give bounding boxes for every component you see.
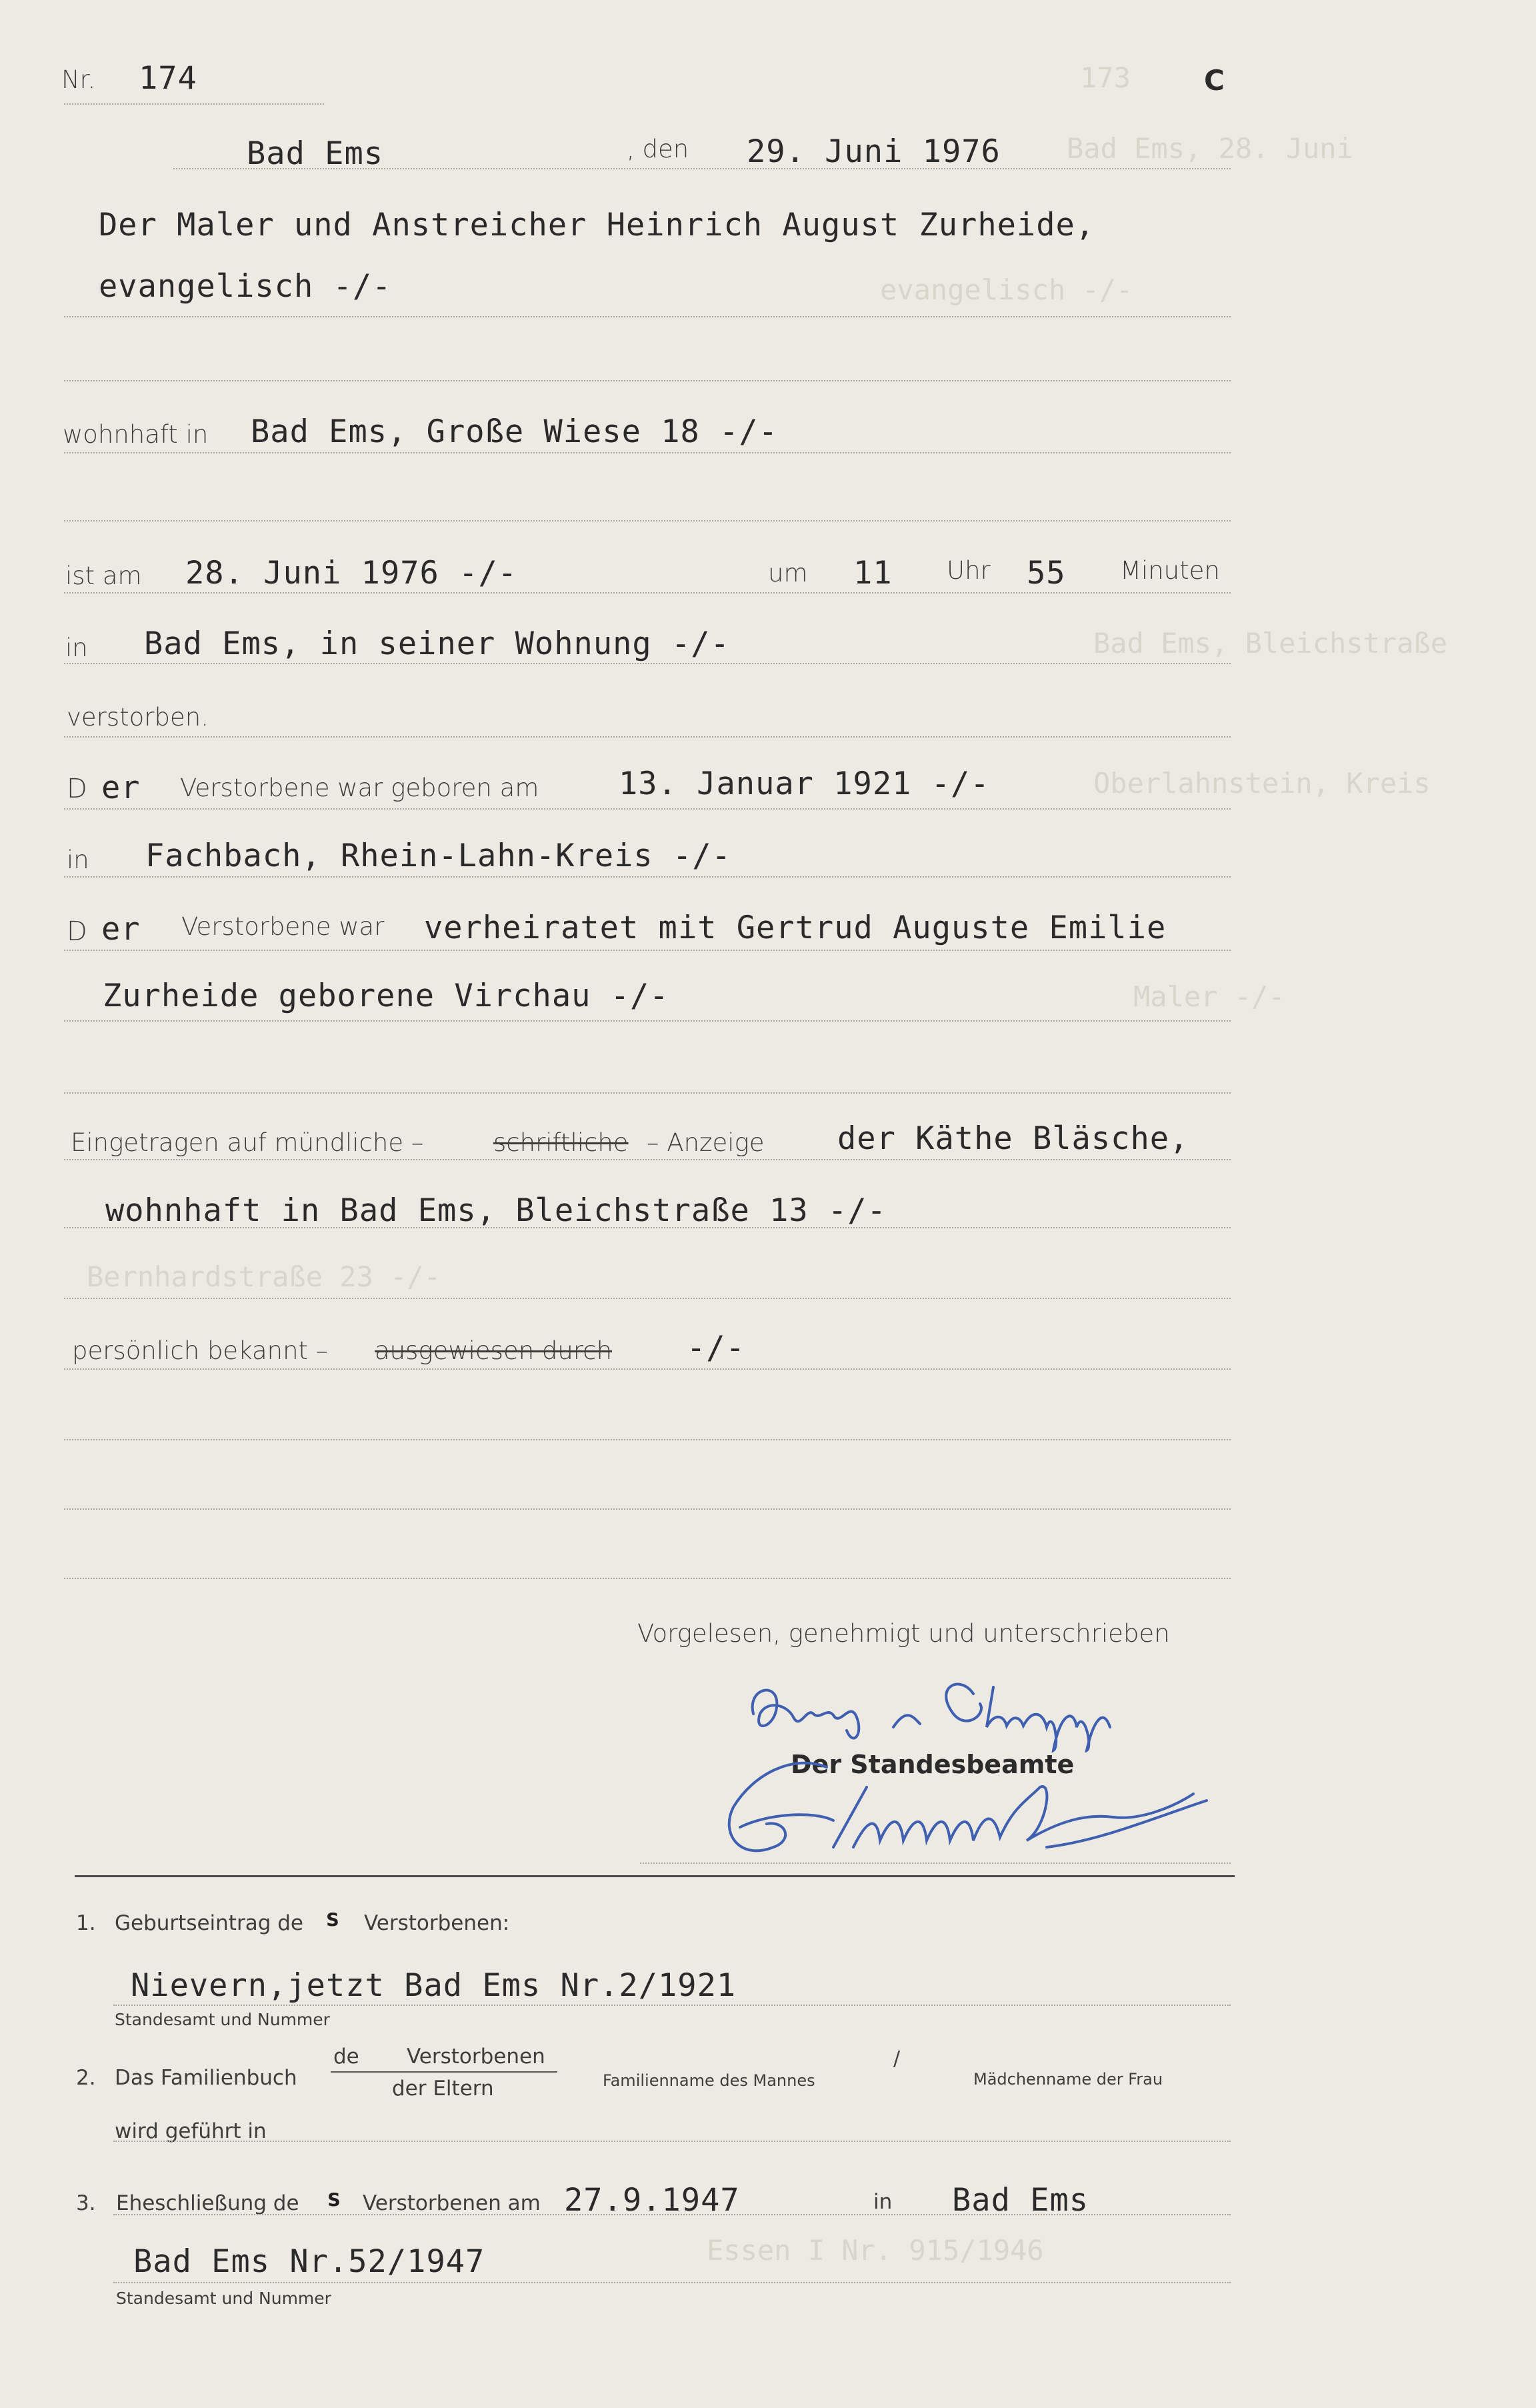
uhr-label: Uhr bbox=[947, 556, 991, 585]
death-hour: 11 bbox=[853, 555, 893, 591]
report-label-end: – Anzeige bbox=[647, 1128, 765, 1157]
dotted-rule bbox=[64, 1439, 1231, 1440]
dotted-rule bbox=[64, 663, 1231, 664]
report-label-start: Eingetragen auf mündliche – bbox=[71, 1128, 424, 1157]
death-minutes: 55 bbox=[1027, 555, 1066, 591]
section-divider bbox=[75, 1875, 1235, 1877]
ist-am-label: ist am bbox=[65, 561, 142, 590]
dotted-rule bbox=[113, 2005, 1231, 2006]
item-3-label-b: Verstorbenen am bbox=[363, 2191, 541, 2215]
item-2-slash: / bbox=[893, 2047, 901, 2071]
informant-signature bbox=[740, 1667, 1180, 1754]
marital-line-1: verheiratet mit Gertrud Auguste Emilie bbox=[424, 910, 1167, 946]
nr-label: Nr. bbox=[61, 65, 96, 94]
marriage-register-entry: Bad Ems Nr.52/1947 bbox=[133, 2243, 485, 2280]
dotted-rule bbox=[64, 1508, 1231, 1510]
registrar-signature bbox=[713, 1747, 1213, 1867]
dotted-rule bbox=[64, 876, 1231, 878]
item-2-label: Das Familienbuch bbox=[115, 2066, 297, 2090]
dotted-rule bbox=[113, 2214, 1231, 2215]
dotted-rule bbox=[173, 168, 1231, 169]
item-3-s: s bbox=[327, 2185, 342, 2212]
dotted-rule bbox=[113, 2282, 1231, 2283]
birth-d-prefix: D bbox=[67, 774, 87, 804]
dotted-rule bbox=[64, 1368, 1231, 1370]
fraction-rule bbox=[331, 2071, 557, 2073]
dotted-rule bbox=[64, 380, 1231, 381]
dotted-rule bbox=[64, 103, 324, 105]
item-2-number: 2. bbox=[76, 2066, 96, 2090]
birth-place: Fachbach, Rhein-Lahn-Kreis -/- bbox=[145, 838, 731, 874]
item-1-label-b: Verstorbenen: bbox=[364, 1911, 510, 1935]
corner-letter: C bbox=[1204, 64, 1225, 97]
item-3-in: in bbox=[873, 2190, 893, 2214]
item-3-label-a: Eheschließung de bbox=[116, 2191, 299, 2215]
item-2-parents-option: der Eltern bbox=[392, 2077, 494, 2101]
death-date: 28. Juni 1976 -/- bbox=[185, 555, 518, 591]
known-label: persönlich bekannt – bbox=[72, 1336, 329, 1365]
wife-maiden-caption: Mädchenname der Frau bbox=[973, 2070, 1163, 2089]
birth-in-label: in bbox=[67, 846, 89, 874]
item-3-number: 3. bbox=[76, 2191, 96, 2215]
place-of-record: Bad Ems bbox=[247, 135, 384, 172]
marriage-place: Bad Ems bbox=[952, 2182, 1089, 2219]
bleed-through-text: Oberlahnstein, Kreis bbox=[1093, 767, 1431, 800]
dotted-rule bbox=[640, 1863, 1231, 1864]
bleed-through-text: Essen I Nr. 915/1946 bbox=[707, 2234, 1044, 2267]
marital-line-2: Zurheide geborene Virchau -/- bbox=[103, 978, 669, 1014]
bleed-through-text: Maler -/- bbox=[1133, 980, 1285, 1013]
deceased-line-2: evangelisch -/- bbox=[99, 268, 392, 305]
item-1-s: s bbox=[325, 1905, 341, 1932]
dotted-rule bbox=[64, 1020, 1231, 1022]
dotted-rule bbox=[64, 736, 1231, 738]
husband-surname-caption: Familienname des Mannes bbox=[603, 2071, 815, 2090]
residence-label: wohnhaft in bbox=[63, 420, 209, 449]
bleed-through-text: 173 bbox=[1080, 61, 1131, 94]
dotted-rule bbox=[64, 1092, 1231, 1094]
known-value: -/- bbox=[687, 1330, 745, 1366]
standesamt-caption-2: Standesamt und Nummer bbox=[116, 2289, 331, 2308]
read-approved-label: Vorgelesen, genehmigt und unterschrieben bbox=[637, 1619, 1170, 1648]
verstorben-label: verstorben. bbox=[67, 703, 209, 732]
birth-label: Verstorbene war geboren am bbox=[180, 774, 539, 802]
dotted-rule bbox=[64, 1227, 1231, 1228]
dotted-rule bbox=[64, 1578, 1231, 1579]
dotted-rule bbox=[64, 1298, 1231, 1299]
dotted-rule bbox=[64, 452, 1231, 453]
minuten-label: Minuten bbox=[1120, 556, 1220, 585]
report-label-struck: schriftliche bbox=[493, 1128, 629, 1157]
dotted-rule bbox=[64, 950, 1231, 951]
item-2-label-2: wird geführt in bbox=[115, 2119, 267, 2143]
bleed-through-text: evangelisch -/- bbox=[880, 273, 1133, 306]
item-1-number: 1. bbox=[76, 1911, 96, 1935]
marital-d-prefix: D bbox=[67, 916, 87, 947]
marital-d-suffix: er bbox=[101, 911, 141, 948]
record-date: 29. Juni 1976 bbox=[747, 133, 1001, 170]
dotted-rule bbox=[64, 592, 1231, 593]
dotted-rule bbox=[64, 808, 1231, 810]
marriage-date: 27.9.1947 bbox=[564, 2182, 740, 2219]
informant-line-1: der Käthe Bläsche, bbox=[837, 1120, 1189, 1157]
bleed-through-text: Bad Ems, Bleichstraße bbox=[1093, 627, 1448, 660]
den-label: , den bbox=[627, 135, 689, 163]
bleed-through-text: Bad Ems, 28. Juni bbox=[1067, 132, 1353, 165]
standesamt-caption: Standesamt und Nummer bbox=[115, 2010, 330, 2029]
informant-line-2: wohnhaft in Bad Ems, Bleichstraße 13 -/- bbox=[105, 1192, 887, 1229]
marital-label: Verstorbene war bbox=[181, 912, 385, 941]
item-2-de: de bbox=[333, 2045, 359, 2069]
dotted-rule bbox=[113, 2141, 1231, 2142]
birth-register-entry: Nievern,jetzt Bad Ems Nr.2/1921 bbox=[131, 1967, 737, 2004]
birth-date: 13. Januar 1921 -/- bbox=[619, 766, 990, 802]
known-struck: ausgewiesen durch bbox=[375, 1336, 613, 1365]
residence-value: Bad Ems, Große Wiese 18 -/- bbox=[251, 413, 779, 450]
death-place: Bad Ems, in seiner Wohnung -/- bbox=[144, 626, 730, 662]
bleed-through-text: Bernhardstraße 23 -/- bbox=[87, 1260, 441, 1293]
item-1-label-a: Geburtseintrag de bbox=[115, 1911, 303, 1935]
dotted-rule bbox=[64, 316, 1231, 317]
deceased-line-1: Der Maler und Anstreicher Heinrich August Zurheide, bbox=[99, 207, 1095, 243]
register-number: 174 bbox=[139, 60, 197, 97]
item-2-deceased-option: Verstorbenen bbox=[407, 2045, 545, 2069]
um-label: um bbox=[768, 559, 808, 587]
birth-d-suffix: er bbox=[101, 770, 141, 806]
dotted-rule bbox=[64, 1159, 1231, 1160]
registrar-title: Der Standesbeamte bbox=[791, 1750, 1075, 1779]
dotted-rule bbox=[64, 520, 1231, 521]
death-in-label: in bbox=[65, 634, 88, 662]
